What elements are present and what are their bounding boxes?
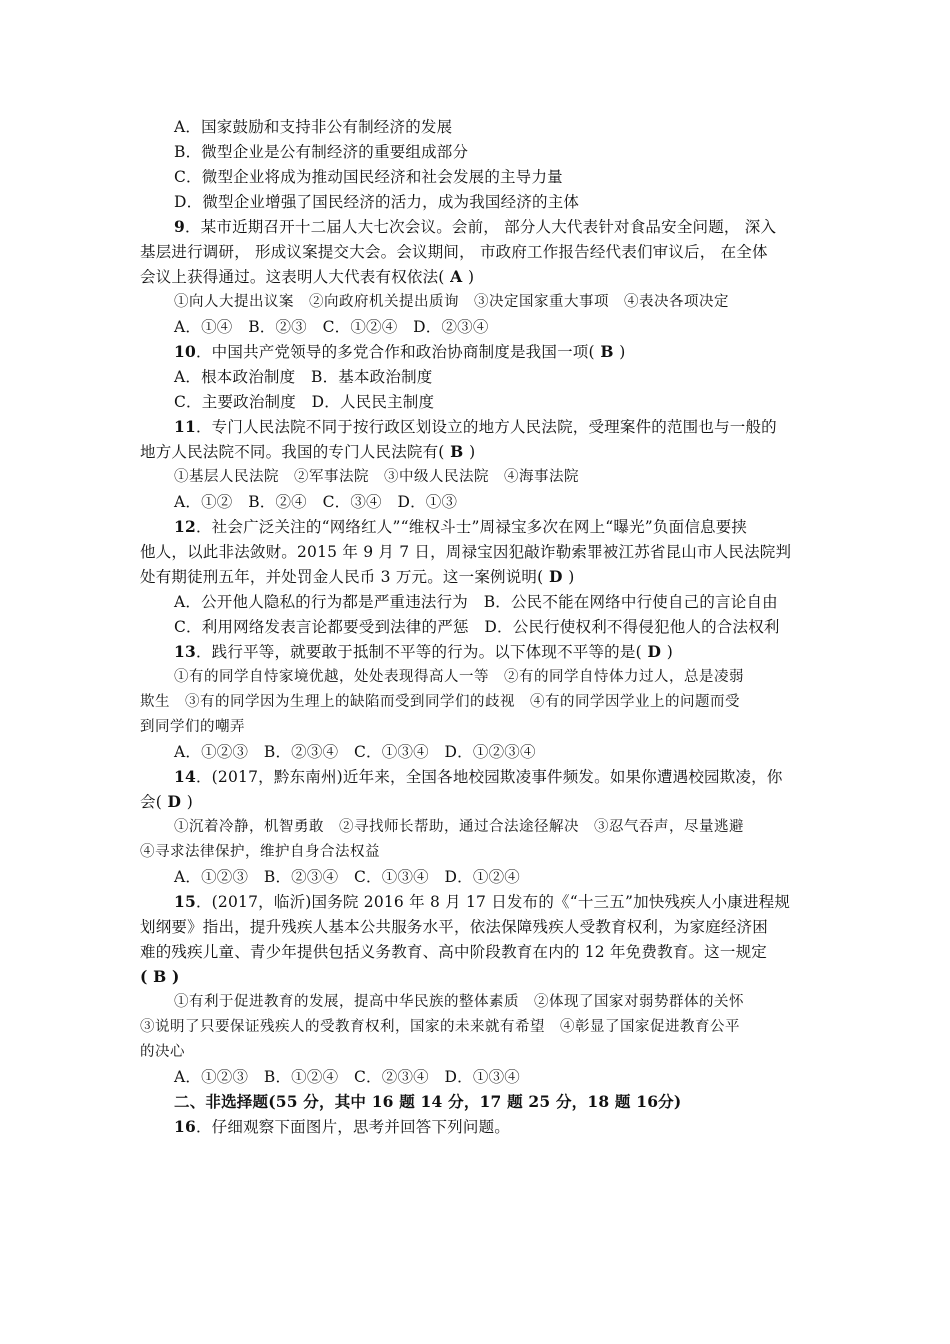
q11-answer: B — [444, 442, 470, 461]
q12-number: 12 — [174, 517, 196, 536]
q9-statements: ①向人大提出议案 ②向政府机关提出质询 ③决定国家重大事项 ④表决各项决定 — [174, 294, 729, 310]
q14-answer: D — [161, 792, 187, 811]
q9-stem-line2: 基层进行调研， 形成议案提交大会。会议期间， 市政府工作报告经代表们审议后， 在全体 — [140, 243, 768, 261]
q15-answer: ( B ) — [140, 967, 180, 986]
section-2-heading: 二、非选择题(55 分，其中 16 题 14 分，17 题 25 分，18 题 16分) — [174, 1092, 682, 1111]
q15-number: 15 — [174, 892, 196, 911]
q14-choices: A．①②③ B．②③④ C．①③④ D．①②④ — [174, 868, 520, 886]
q8-option-a: A．国家鼓励和支持非公有制经济的发展 — [174, 118, 453, 136]
q8-option-b: B．微型企业是公有制经济的重要组成部分 — [174, 143, 469, 161]
q12-stem-line3: 处有期徒刑五年，并处罚金人民币 3 万元。这一案例说明( D ) — [140, 567, 575, 586]
q10-stem: 10．中国共产党领导的多党合作和政治协商制度是我国一项( B ) — [174, 342, 626, 361]
q12-answer: D — [543, 567, 569, 586]
q15-statements-3: 的决心 — [140, 1044, 185, 1060]
q10-choices-2: C．主要政治制度 D．人民民主制度 — [174, 393, 435, 411]
q14-stem-line1: 14．(2017，黔东南州)近年来，全国各地校园欺凌事件频发。如果你遭遇校园欺凌，你 — [174, 767, 783, 786]
q9-number: 9 — [174, 217, 185, 236]
q15-choices: A．①②③ B．①②④ C．②③④ D．①③④ — [174, 1068, 520, 1086]
q10-answer: B — [594, 342, 620, 361]
q13-number: 13 — [174, 642, 196, 661]
q9-stem-line3: 会议上获得通过。这表明人大代表有权依法( A ) — [140, 267, 475, 286]
q9-choices: A．①④ B．②③ C．①②④ D．②③④ — [174, 318, 489, 336]
q10-choices-1: A．根本政治制度 B．基本政治制度 — [174, 368, 433, 386]
q12-choices-1: A．公开他人隐私的行为都是严重违法行为 B．公民不能在网络中行使自己的言论自由 — [174, 593, 778, 611]
q14-statements-2: ④寻求法律保护，维护自身合法权益 — [140, 844, 380, 860]
q16-stem: 16．仔细观察下面图片，思考并回答下列问题。 — [174, 1117, 510, 1136]
q11-stem-line2: 地方人民法院不同。我国的专门人民法院有( B ) — [140, 442, 476, 461]
q12-choices-2: C．利用网络发表言论都要受到法律的严惩 D．公民行使权利不得侵犯他人的合法权利 — [174, 618, 780, 636]
q14-number: 14 — [174, 767, 196, 786]
q8-option-d: D．微型企业增强了国民经济的活力，成为我国经济的主体 — [174, 193, 580, 211]
q13-statements-1: ①有的同学自恃家境优越，处处表现得高人一等 ②有的同学自恃体力过人，总是凌弱 — [174, 669, 744, 685]
q15-stem-line3: 难的残疾儿童、青少年提供包括义务教育、高中阶段教育在内的 12 年免费教育。这一规定 — [140, 943, 767, 961]
q13-stem: 13．践行平等，就要敢于抵制不平等的行为。以下体现不平等的是( D ) — [174, 642, 673, 661]
q16-number: 16 — [174, 1117, 196, 1136]
q11-stem-line1: 11．专门人民法院不同于按行政区划设立的地方人民法院，受理案件的范围也与一般的 — [174, 417, 777, 436]
q9-stem-line1: 9．某市近期召开十二届人大七次会议。会前， 部分人大代表针对食品安全问题， 深入 — [174, 217, 777, 236]
q15-statements-2: ③说明了只要保证残疾人的受教育权利，国家的未来就有希望 ④彰显了国家促进教育公平 — [140, 1019, 740, 1035]
q12-stem-line2: 他人，以此非法敛财。2015 年 9 月 7 日，周禄宝因犯敲诈勒索罪被江苏省昆山市人民法院判 — [140, 543, 792, 561]
q12-stem-line1: 12．社会广泛关注的“网络红人”“维权斗士”周禄宝多次在网上“曝光”负面信息要挟 — [174, 517, 748, 536]
q13-statements-2: 欺生 ③有的同学因为生理上的缺陷而受到同学们的歧视 ④有的同学因学业上的问题而受 — [140, 694, 740, 710]
q14-statements-1: ①沉着冷静，机智勇敢 ②寻找师长帮助，通过合法途径解决 ③忍气吞声，尽量逃避 — [174, 819, 744, 835]
q15-stem-line1: 15．(2017，临沂)国务院 2016 年 8 月 17 日发布的《“十三五”加快残疾人小康进程规 — [174, 892, 791, 911]
q11-choices: A．①② B．②④ C．③④ D．①③ — [174, 493, 458, 511]
q14-stem-line2: 会( D ) — [140, 792, 194, 811]
q13-choices: A．①②③ B．②③④ C．①③④ D．①②③④ — [174, 743, 536, 761]
q11-statements: ①基层人民法院 ②军事法院 ③中级人民法院 ④海事法院 — [174, 469, 579, 485]
q15-statements-1: ①有利于促进教育的发展，提高中华民族的整体素质 ②体现了国家对弱势群体的关怀 — [174, 994, 744, 1010]
q8-option-c: C．微型企业将成为推动国民经济和社会发展的主导力量 — [174, 168, 563, 186]
q15-stem-line2: 划纲要》指出，提升残疾人基本公共服务水平，依法保障残疾人受教育权利，为家庭经济困 — [140, 918, 769, 936]
q11-number: 11 — [174, 417, 196, 436]
q13-statements-3: 到同学们的嘲弄 — [140, 719, 245, 735]
q9-answer: A — [444, 267, 468, 286]
q10-number: 10 — [174, 342, 196, 361]
q13-answer: D — [641, 642, 667, 661]
